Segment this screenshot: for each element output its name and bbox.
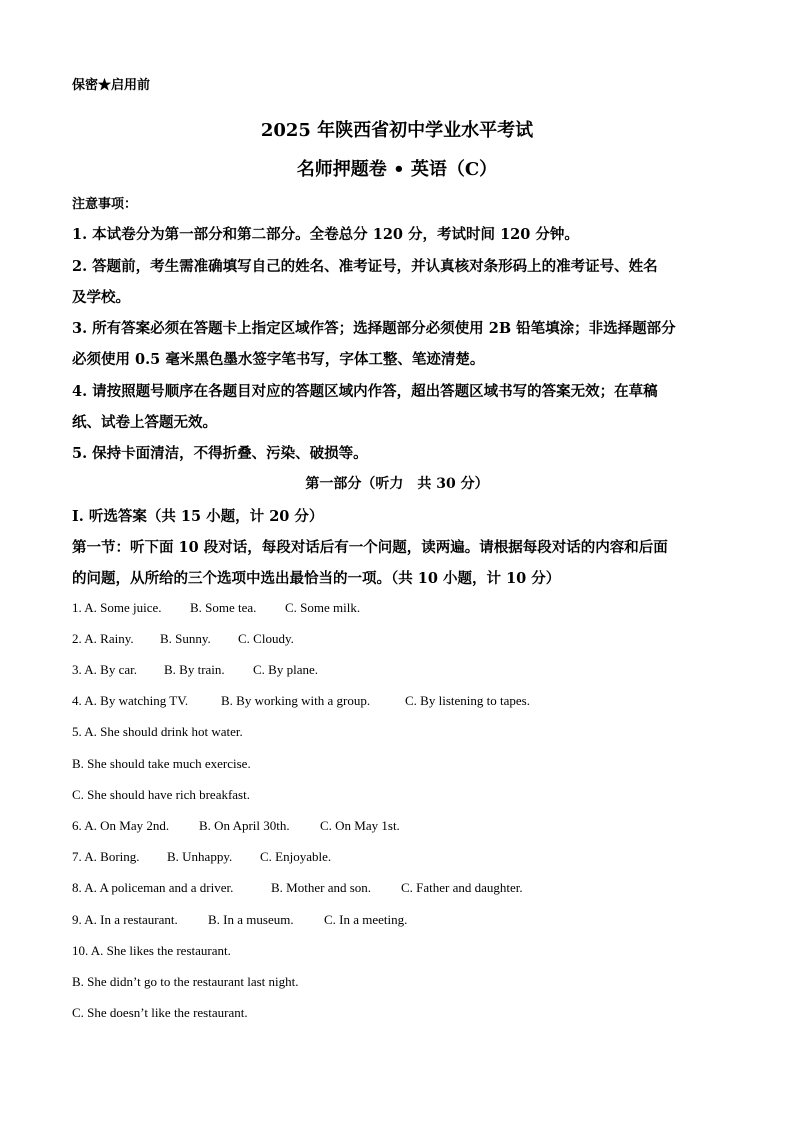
question-4-option-a: 4. A. By watching TV. [72, 693, 189, 708]
question-10-option-c: C. She doesn’t like the restaurant. [72, 1005, 248, 1020]
note-item-3-line1: 3. 所有答案必须在答题卡上指定区域作答；选择题部分必须使用 2B 铅笔填涂；非选择题部分 [72, 320, 676, 337]
section-instruction-line1: 第一节：听下面 10 段对话，每段对话后有一个问题，读两遍。请根据每段对话的内容和后面 [72, 539, 668, 556]
question-8-option-c: C. Father and daughter. [401, 880, 523, 895]
question-7-option-a: 7. A. Boring. [72, 849, 140, 864]
question-3-option-b: B. By train. [164, 662, 225, 677]
question-9-option-a: 9. A. In a restaurant. [72, 912, 178, 927]
note-item-5: 5. 保持卡面清洁，不得折叠、污染、破损等。 [72, 445, 368, 462]
question-2-option-a: 2. A. Rainy. [72, 631, 134, 646]
question-4-option-c: C. By listening to tapes. [405, 693, 530, 708]
question-7-option-b: B. Unhappy. [167, 849, 233, 864]
section-instruction-line2: 的问题，从所给的三个选项中选出最恰当的一项。（共 10 小题，计 10 分） [72, 570, 561, 587]
question-2-option-b: B. Sunny. [160, 631, 211, 646]
question-8 [72, 880, 523, 896]
question-5-option-c: C. She should have rich breakfast. [72, 787, 250, 802]
note-item-2-line2: 及学校。 [72, 289, 130, 306]
question-8-option-a: 8. A. A policeman and a driver. [72, 880, 234, 895]
question-6-option-a: 6. A. On May 2nd. [72, 818, 170, 833]
part1-heading: 第一部分（听力 共 30 分） [305, 476, 489, 492]
question-1-option-a: 1. A. Some juice. [72, 600, 162, 615]
note-item-4-line1: 4. 请按照题号顺序在各题目对应的答题区域内作答，超出答题区域书写的答案无效；在草稿 [72, 383, 658, 400]
question-4-option-b: B. By working with a group. [221, 693, 371, 708]
question-3 [72, 662, 318, 678]
question-6-option-c: C. On May 1st. [320, 818, 400, 833]
question-2 [72, 631, 294, 647]
question-8-option-b: B. Mother and son. [271, 880, 372, 895]
question-6-option-b: B. On April 30th. [199, 818, 290, 833]
question-4 [72, 693, 530, 709]
question-9-option-c: C. In a meeting. [324, 912, 408, 927]
exam-title: 2025 年陕西省初中学业水平考试 [260, 120, 534, 141]
question-9 [72, 912, 407, 928]
question-9-option-b: B. In a museum. [208, 912, 294, 927]
exam-subtitle: 名师押题卷 • 英语（C） [296, 159, 498, 180]
question-3-option-a: 3. A. By car. [72, 662, 137, 677]
question-5-option-b: B. She should take much exercise. [72, 756, 251, 771]
question-7-option-c: C. Enjoyable. [260, 849, 332, 864]
question-10-option-b: B. She didn’t go to the restaurant last night. [72, 974, 299, 989]
question-7 [72, 849, 331, 865]
note-item-1: 1. 本试卷分为第一部分和第二部分。全卷总分 120 分，考试时间 120 分钟。 [72, 226, 579, 243]
note-item-4-line2: 纸、试卷上答题无效。 [72, 414, 217, 431]
question-1-option-c: C. Some milk. [285, 600, 361, 615]
question-1 [72, 600, 360, 616]
note-item-3-line2: 必须使用 0.5 毫米黑色墨水签字笔书写，字体工整、笔迹清楚。 [72, 351, 485, 368]
question-5-option-a: 5. A. She should drink hot water. [72, 724, 243, 739]
confidential-label: 保密★启用前 [72, 78, 151, 93]
section-title: Ⅰ. 听选答案（共 15 小题，计 20 分） [72, 508, 324, 525]
notes-heading: 注意事项： [72, 197, 138, 212]
question-2-option-c: C. Cloudy. [238, 631, 294, 646]
question-1-option-b: B. Some tea. [190, 600, 257, 615]
question-3-option-c: C. By plane. [253, 662, 318, 677]
note-item-2-line1: 2. 答题前，考生需准确填写自己的姓名、准考证号，并认真核对条形码上的准考证号、姓名 [72, 258, 658, 275]
question-10-option-a: 10. A. She likes the restaurant. [72, 943, 231, 958]
question-6 [72, 818, 400, 834]
